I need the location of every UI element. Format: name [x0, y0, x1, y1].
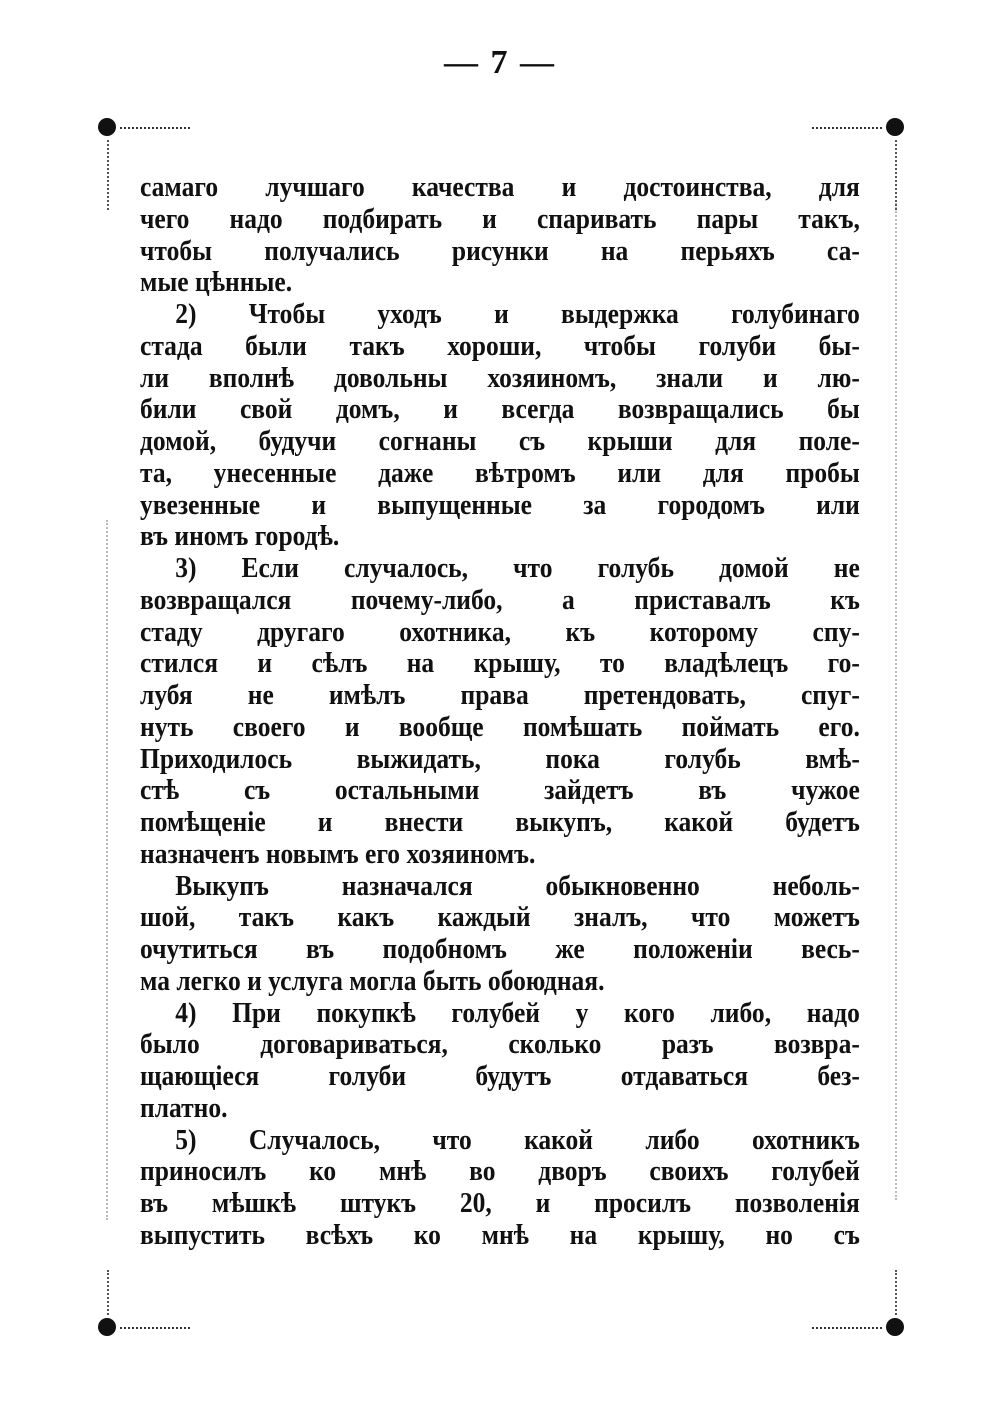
text-line: били свой домъ, и всегда возвращались бы	[140, 393, 860, 426]
text-line: лубя не имѣлъ права претендовать, спуг-	[140, 679, 860, 711]
text-line: чего надо подбирать и спаривать пары такъ,	[140, 202, 860, 235]
text-line: ма легко и услуга могла быть обоюдная.	[140, 964, 605, 997]
text-line: домой, будучи согнаны съ крыши для поле-	[140, 425, 860, 457]
text-line: та, унесенные даже вѣтромъ или для пробы	[140, 456, 860, 489]
text-line: 4) При покупкѣ голубей у кого либо, надо	[175, 996, 860, 1029]
text-line: увезенные и выпущенные за городомъ или	[140, 488, 860, 521]
text-line: выпустить всѣхъ ко мнѣ на крышу, но съ	[140, 1218, 860, 1251]
text-line: чтобы получались рисунки на перьяхъ са-	[140, 234, 860, 267]
text-line: нуть своего и вообще помѣшать поймать его.	[140, 710, 860, 743]
text-line: платно.	[140, 1091, 228, 1124]
text-line: помѣщеніе и внести выкупъ, какой будетъ	[140, 806, 860, 838]
text-line: стада были такъ хороши, чтобы голуби бы-	[140, 329, 860, 362]
text-line: 2) Чтобы уходъ и выдержка голубинаго	[175, 298, 860, 330]
text-line: самаго лучшаго качества и достоинства, для	[140, 171, 860, 203]
border-right-dots	[895, 200, 897, 1200]
text-line: было договариваться, сколько разъ возвра-	[140, 1028, 860, 1061]
body-text	[140, 172, 860, 1252]
text-line: назначенъ новымъ его хозяиномъ.	[140, 837, 536, 870]
text-line: возвращался почему-либо, а приставалъ къ	[140, 583, 860, 616]
text-line: щающіеся голуби будутъ отдаваться без-	[140, 1060, 860, 1092]
text-line: ли вполнѣ довольны хозяиномъ, знали и лю-	[140, 361, 860, 394]
text-line: стѣ съ остальными зайдетъ въ чужое	[140, 774, 860, 807]
text-line: 3) Если случалось, что голубь домой не	[175, 552, 860, 584]
text-line: приносилъ ко мнѣ во дворъ своихъ голубей	[140, 1155, 860, 1188]
text-line: шой, такъ какъ каждый зналъ, что можетъ	[140, 901, 860, 934]
text-line: 5) Случалось, что какой либо охотникъ	[175, 1123, 860, 1156]
text-line: стаду другаго охотника, къ которому спу-	[140, 615, 860, 648]
text-line: въ иномъ городѣ.	[140, 520, 340, 553]
text-line: Выкупъ назначался обыкновенно неболь-	[175, 869, 860, 902]
text-line: въ мѣшкѣ штукъ 20, и просилъ позволенія	[140, 1187, 860, 1219]
page-number: — 7 —	[444, 44, 556, 81]
text-line: мые цѣнные.	[140, 266, 293, 299]
border-left-dots	[106, 520, 108, 1220]
text-line: очутиться въ подобномъ же положеніи весь-	[140, 933, 860, 965]
text-line: Приходилось выжидать, пока голубь вмѣ-	[140, 742, 860, 775]
text-line: стился и сѣлъ на крышу, то владѣлецъ го-	[140, 647, 860, 680]
